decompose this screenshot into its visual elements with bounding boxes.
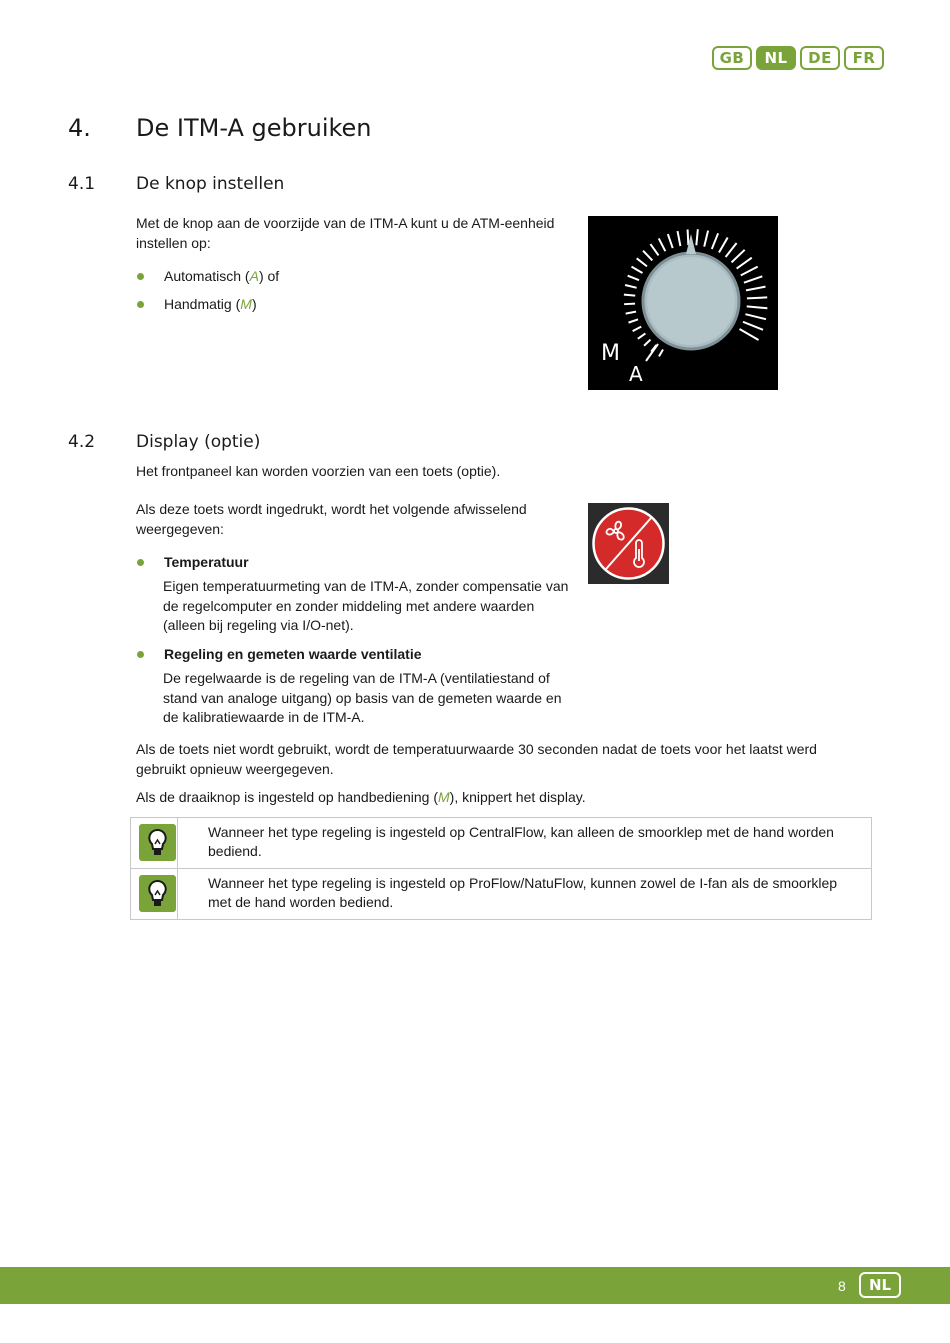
svg-text:M: M — [601, 341, 620, 366]
language-tabs — [712, 46, 884, 70]
knob-scale-tick — [629, 319, 639, 322]
lang-tab-fr[interactable]: FR — [844, 46, 884, 70]
rotary-knob-icon — [588, 216, 778, 390]
section-number: 4.2 — [68, 432, 96, 452]
lang-tab-nl[interactable]: NL — [756, 46, 796, 70]
list-item-description: Eigen temperatuurmeting van de ITM-A, zonder compensatie van de regelcomputer en zonder middeling met andere waarden (alleen bij regeling via I/O-net). — [163, 578, 569, 633]
knob-scale-tick — [741, 267, 758, 276]
bullet-dot — [137, 273, 144, 280]
knob-scale-tick — [688, 229, 689, 245]
lang-tab-de[interactable]: DE — [800, 46, 840, 70]
fan-thermometer-icon — [588, 503, 669, 584]
knob-scale-tick — [726, 243, 737, 257]
lightbulb-icon — [139, 824, 176, 861]
knob-scale-tick — [638, 333, 646, 338]
bullet-dot — [137, 301, 144, 308]
knob-scale-tick — [719, 237, 728, 252]
section-title: De knop instellen — [136, 174, 285, 194]
display-button-image — [588, 503, 669, 584]
section-number: 4.1 — [68, 174, 96, 194]
section-title: Display (optie) — [136, 432, 261, 452]
bullet-dot — [137, 651, 144, 658]
knob-scale-tick — [624, 304, 635, 305]
knob-scale-tick — [747, 306, 768, 308]
chapter-number: 4. — [68, 114, 91, 142]
svg-text:A: A — [629, 362, 643, 386]
knob-scale-tick — [747, 297, 767, 298]
paragraph: Als de toets niet wordt gebruikt, wordt de temperatuurwaarde 30 seconden nadat de toets voor het laatst werd gebruikt opnieuw weergegeven. — [136, 741, 817, 777]
intro-paragraph: Met de knop aan de voorzijde van de ITM-A kunt u de ATM-eenheid instellen op: — [136, 215, 555, 251]
knob-scale-tick — [696, 229, 698, 245]
knob-scale-tick — [745, 314, 766, 319]
knob-scale-tick — [739, 329, 758, 340]
knob-scale-tick — [659, 238, 666, 251]
knob-scale-tick — [637, 258, 647, 266]
list-item-description: De regelwaarde is de regeling van de ITM-A (ventilatiestand of stand van analoge uitgang) op basis van de gemeten waarde en de kalibratiewaarde in de ITM-A. — [163, 670, 562, 725]
knob-scale-tick — [650, 244, 658, 255]
knob-scale-tick — [743, 322, 763, 330]
page-footer — [0, 1267, 950, 1304]
tip-text: Wanneer het type regeling is ingesteld op ProFlow/NatuFlow, kunnen zowel de I-fan als de smoorklep met de hand worden bediend. — [208, 875, 838, 910]
paragraph: Het frontpaneel kan worden voorzien van een toets (optie). — [136, 463, 501, 479]
tip-row — [131, 869, 871, 919]
knob-scale-tick — [712, 233, 718, 249]
knob-image — [588, 216, 778, 390]
knob-scale-tick — [746, 287, 766, 291]
knob-scale-tick — [659, 349, 663, 356]
lightbulb-icon — [139, 875, 176, 912]
tip-row — [131, 818, 871, 869]
knob-scale-tick — [644, 340, 650, 346]
knob-scale-tick — [625, 285, 636, 288]
knob-scale-tick — [624, 295, 635, 296]
knob-scale-tick — [732, 250, 745, 263]
page-number: 8 — [838, 1278, 846, 1294]
knob-scale-tick — [678, 231, 681, 246]
knob-scale-tick — [633, 327, 642, 331]
knob-scale-tick — [628, 276, 639, 281]
bullet-dot — [137, 559, 144, 566]
knob-scale-tick — [643, 251, 652, 261]
knob-scale-tick — [737, 258, 752, 269]
knob-scale-tick — [632, 267, 643, 273]
footer-lang-badge: NL — [859, 1272, 901, 1298]
paragraph: Als deze toets wordt ingedrukt, wordt het volgende afwisselend weergegeven: — [136, 501, 527, 537]
knob-scale-tick — [626, 312, 636, 314]
tip-text: Wanneer het type regeling is ingesteld op CentralFlow, kan alleen de smoorklep met de hand worden bediend. — [208, 824, 834, 859]
paragraph: Als de draaiknop is ingesteld op handbediening (M), knippert het display. — [136, 789, 586, 805]
knob-scale-tick — [704, 231, 708, 247]
tips-table — [130, 817, 872, 920]
knob-scale-tick — [744, 276, 762, 282]
lang-tab-gb[interactable]: GB — [712, 46, 752, 70]
knob-scale-tick — [668, 234, 673, 248]
chapter-title: De ITM-A gebruiken — [136, 114, 372, 142]
